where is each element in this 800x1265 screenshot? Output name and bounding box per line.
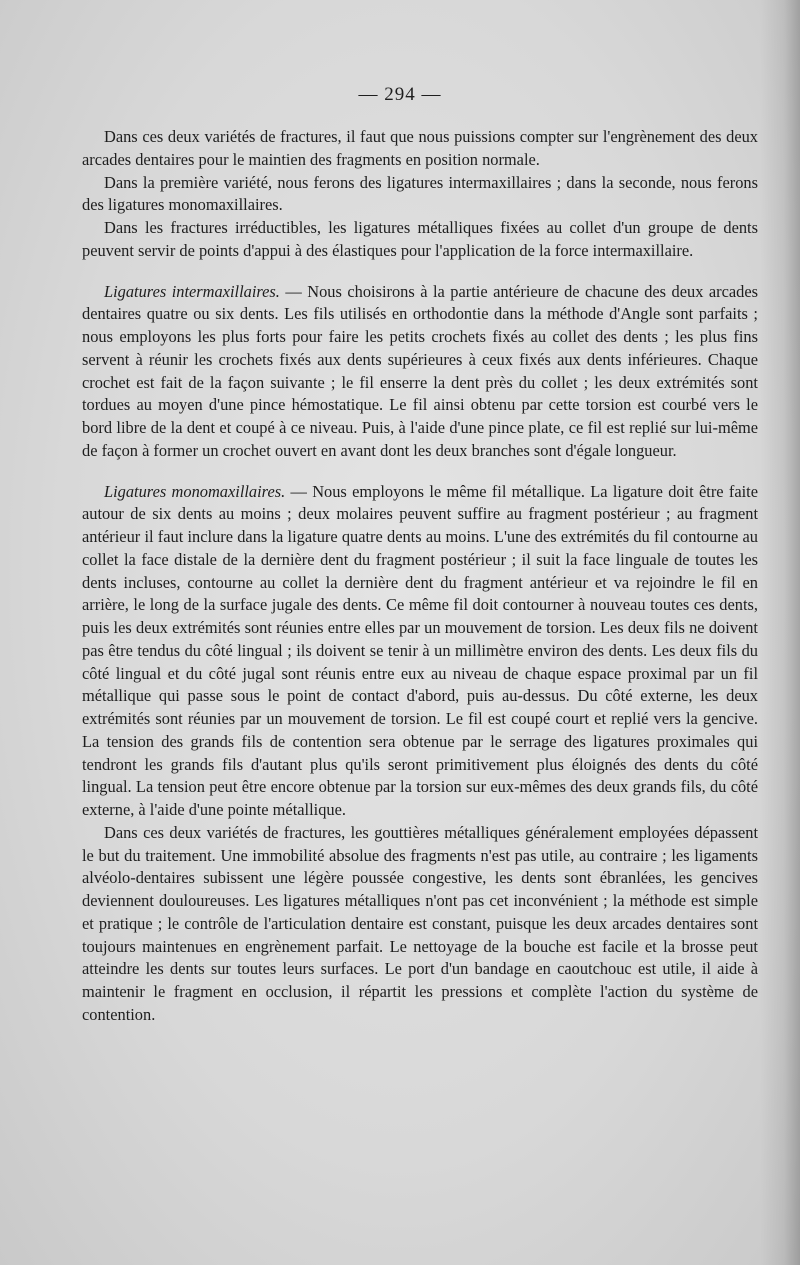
- page-number: — 294 —: [358, 84, 442, 105]
- paragraph-1: [82, 126, 758, 172]
- paragraph-monomaxillary: [82, 481, 758, 822]
- paragraph-conclusion: [82, 822, 758, 1027]
- paragraph-intermaxillary-text: — Nous choisirons à la partie antérieure de chacune des deux arcades dentaires quatre ou six dents. Les fils utilisés en orthodontie dans la méthode d'Angle sont parfaits ; nous employons les plus forts pour faire les petits crochets fixés au collet des dents ; les plus fins servent à réunir les crochets fixés aux dents supérieures à ceux fixés aux dents inférieures. Chaque crochet est fait de la façon suivante ; le fil enserre la dent près du collet ; les deux extrémités sont tordues au moyen d'une pince hémostatique. Le fil ainsi obtenu par cette torsion est courbé vers le bord libre de la dent et coupé à ce niveau. Puis, à l'aide d'une pince plate, ce fil est replié sur lui-même de façon à former un crochet ouvert en avant dont les deux branches sont d'égale longueur.: [82, 281, 758, 460]
- paragraph-3-text: Dans les fractures irréductibles, les ligatures métalliques fixées au collet d'un groupe de dents peuvent servir de points d'appui à des élastiques pour l'application de la force intermaxillaire.: [82, 218, 758, 260]
- paragraph-monomaxillary-text: — Nous employons le même fil métallique. La ligature doit être faite autour de six dents au moins ; deux molaires peuvent suffire au fragment postérieur ; au fragment antérieur il faut inclure dans la ligature quatre dents au moins. L'une des extrémités du fil contourne au collet la face distale de la dernière dent du fragment postérieur ; il suit la face linguale de toutes les dents incluses, contourne au collet la dernière dent du fragment antérieur et va rejoindre le fil en arrière, le long de la surface jugale des dents. Ce même fil doit contourner à nouveau toutes ces dents, puis les deux extrémités sont réunies entre elles par un mouvement de torsion. Les deux fils ne doivent pas être tendus du côté lingual ; ils doivent se tenir à un millimètre environ des dents. Les deux fils du côté lingual et du côté jugal sont réunis entre eux au niveau de chaque espace proximal par un fil métallique qui passe sous le point de contact d'abord, puis au-dessus. Du côté externe, les deux extrémités sont réunies par un mouvement de torsion. Le fil est coupé court et replié vers la gencive. La tension des grands fils de contention sera obtenue par le serrage des ligatures proximales qui tendront les grands fils d'autant plus qu'ils seront primitivement plus éloignés des dents du côté lingual. La tension peut être encore obtenue par la torsion sur eux-mêmes des deux grands fils, du côté externe, à l'aide d'une pointe métallique.: [82, 481, 758, 819]
- paragraph-3: [82, 217, 758, 263]
- paragraph-2-text: Dans la première variété, nous ferons des ligatures intermaxillaires ; dans la seconde, nous ferons des ligatures monomaxillaires.: [82, 172, 758, 215]
- page-edge-shadow: [760, 0, 800, 1265]
- paragraph-1-text: Dans ces deux variétés de fractures, il faut que nous puissions compter sur l'engrènement des deux arcades dentaires pour le maintien des fragments en position normale.: [82, 127, 758, 169]
- paragraph-intermaxillary: [82, 281, 758, 463]
- paragraph-conclusion-text: Dans ces deux variétés de fractures, les gouttières métalliques généralement employées dépassent le but du traitement. Une immobilité absolue des fragments n'est pas utile, au contraire ; les ligaments alvéolo-dentaires subissent une légère poussée congestive, les dents sont ébranlées, les gencives deviennent douloureuses. Les ligatures métalliques n'ont pas cet inconvénient ; la méthode est simple et pratique ; le contrôle de l'articulation dentaire est constant, puisque les deux arcades dentaires sont toujours maintenues en engrènement parfait. Le nettoyage de la bouche est facile et la brosse peut atteindre les dents sur toutes leurs surfaces. Le port d'un bandage en caoutchouc est utile, il aide à maintenir le fragment en occlusion, il répartit les pressions et complète l'action du système de contention.: [82, 822, 758, 1024]
- section-heading-intermaxillary: Ligatures intermaxillaires.: [104, 281, 280, 301]
- section-heading-monomaxillary: Ligatures monomaxillaires.: [104, 481, 286, 501]
- body-text: [82, 126, 758, 1027]
- paragraph-2: [82, 172, 758, 218]
